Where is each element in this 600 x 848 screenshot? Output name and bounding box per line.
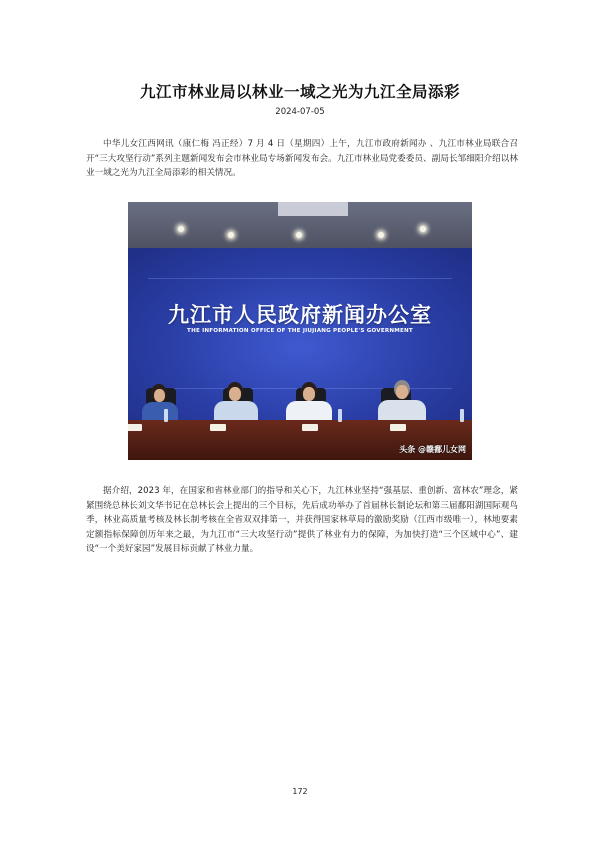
ceiling-light [178, 226, 184, 232]
ceiling-light [378, 232, 384, 238]
speaker-face [229, 387, 241, 401]
photo-ceiling [128, 202, 472, 248]
article-paragraph-1: 中华儿女江西网讯（康仁梅 冯正经）7 月 4 日（星期四）上午，九江市政府新闻办 、九江市林业局联合召开“三大攻坚行动”系列主题新闻发布会市林业局专场新闻发布会。九江市林业局党委委员、副局长邹细阳介绍以林业一域之光为九江全局添彩的相关情况。 [86, 139, 518, 179]
speaker-face [303, 387, 315, 401]
water-bottle [164, 409, 168, 422]
water-bottle [338, 409, 342, 422]
nameplate [128, 424, 142, 431]
speaker-face [396, 385, 408, 399]
article-paragraph-2: 据介绍，2023 年，在国家和省林业部门的指导和关心下，九江林业坚持“强基层、重创新、富林农”理念，紧紧围绕总林长刘文华书记在总林长会上提出的三个目标，先后成功举办了首届林长制论坛和第三届鄱阳湖国际观鸟季，林业高质量考核及林长制考核在全省双双排第一，并获得国家林草局的激励奖励（江西市级唯一），林地要素定额指标保障创历年来之最，为九江市“三大攻坚行动”提供了林业有力的保障，为加快打造“三个区域中心”、建设“一个美好家园”发展目标贡献了林业力量。 [86, 486, 518, 555]
water-bottle [460, 409, 464, 422]
backdrop-line [148, 278, 452, 279]
nameplate [390, 424, 406, 431]
press-conference-photo [128, 202, 472, 460]
ceiling-vent [278, 202, 348, 216]
backdrop-sign-chinese: 九江市人民政府新闻办公室 [168, 303, 432, 327]
backdrop-sign-english: THE INFORMATION OFFICE OF THE JIUJIANG PEOPLE'S GOVERNMENT [187, 328, 413, 334]
ceiling-light [228, 232, 234, 238]
article-title: 九江市林业局以林业一域之光为九江全局添彩 [139, 83, 460, 101]
article-date: 2024-07-05 [275, 107, 325, 117]
ceiling-light [420, 226, 426, 232]
page-number: 172 [292, 787, 308, 796]
ceiling-light [296, 232, 302, 238]
speaker-face [154, 389, 165, 402]
nameplate [210, 424, 226, 431]
photo-watermark: 头条 @赣鄱儿女网 [399, 445, 466, 454]
nameplate [302, 424, 318, 431]
